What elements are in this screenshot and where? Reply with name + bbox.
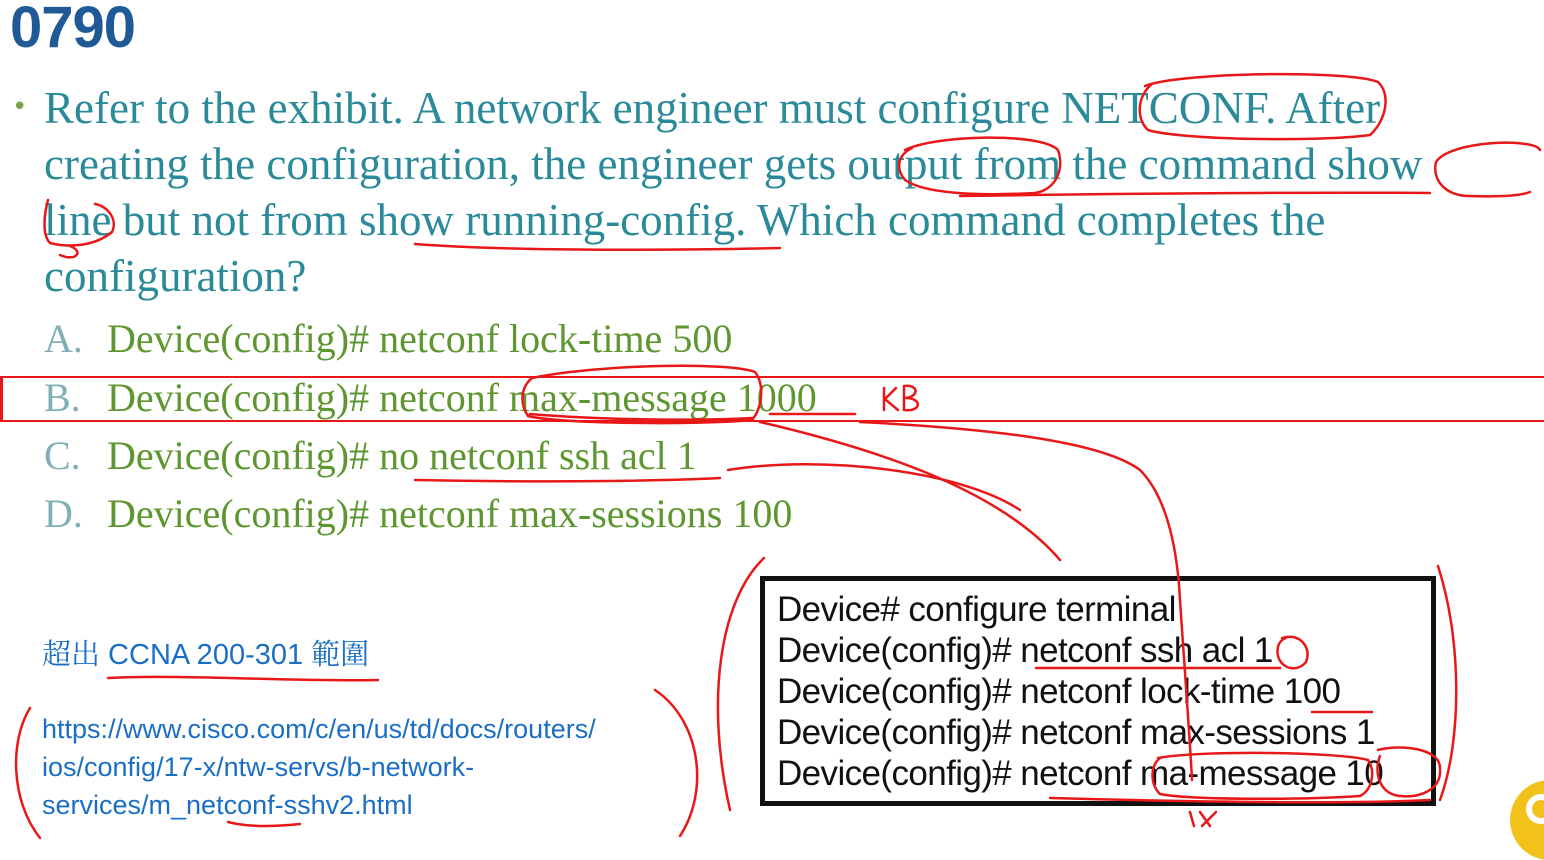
kb-mark [1190, 812, 1216, 826]
option-letter: C. [44, 433, 81, 478]
reference-link-line: https://www.cisco.com/c/en/us/td/docs/routers/ [42, 714, 596, 744]
url-bracket [16, 708, 40, 838]
exhibit-line: Device(config)# netconf ma-message 10 [777, 754, 1384, 793]
question-line: configuration? [44, 251, 307, 301]
option-letter: D. [44, 491, 83, 536]
option-c[interactable] [44, 431, 697, 481]
exhibit-box [760, 576, 1436, 806]
question-line: creating the configuration, the engineer gets output from the command show [44, 139, 1423, 189]
option-text: Device(config)# netconf max-sessions 100 [107, 491, 793, 536]
scope-note: 超出 CCNA 200-301 範圍 [42, 639, 370, 671]
option-b[interactable] [44, 373, 817, 423]
exhibit-line: Device(config)# netconf max-sessions 1 [777, 713, 1375, 752]
exhibit-bracket [1438, 566, 1456, 800]
exhibit-line: Device(config)# netconf ssh acl 1 [777, 631, 1273, 670]
question-line: Refer to the exhibit. A network engineer must configure NETCONF. After [44, 83, 1381, 133]
exhibit-bracket [718, 558, 764, 810]
reference-link-line: ios/config/17-x/ntw-servs/b-network- [42, 752, 475, 782]
option-d[interactable] [44, 489, 792, 539]
slide-number: 0790 [10, 0, 136, 60]
option-text: Device(config)# no netconf ssh acl 1 [107, 433, 697, 478]
connector-line [760, 422, 1060, 560]
bullet-icon: • [12, 92, 28, 122]
option-letter: B. [44, 375, 81, 420]
question-line: line but not from show running-config. Which command completes the [44, 195, 1326, 245]
option-text: Device(config)# netconf lock-time 500 [107, 316, 733, 361]
reference-link-line: services/m_netconf-sshv2.html [42, 790, 413, 820]
exhibit-line: Device# configure terminal [777, 590, 1176, 629]
logo-icon-inner [1526, 794, 1544, 824]
url-bracket [655, 690, 697, 836]
exhibit-line: Device(config)# netconf lock-time 100 [777, 672, 1341, 711]
option-letter: A. [44, 316, 83, 361]
reference-link[interactable] [42, 710, 596, 824]
question-text [44, 80, 1544, 304]
option-text: Device(config)# netconf max-message 1000 [107, 375, 817, 420]
scope-underline [108, 677, 378, 680]
option-a[interactable] [44, 314, 732, 364]
logo-icon [1510, 780, 1544, 860]
